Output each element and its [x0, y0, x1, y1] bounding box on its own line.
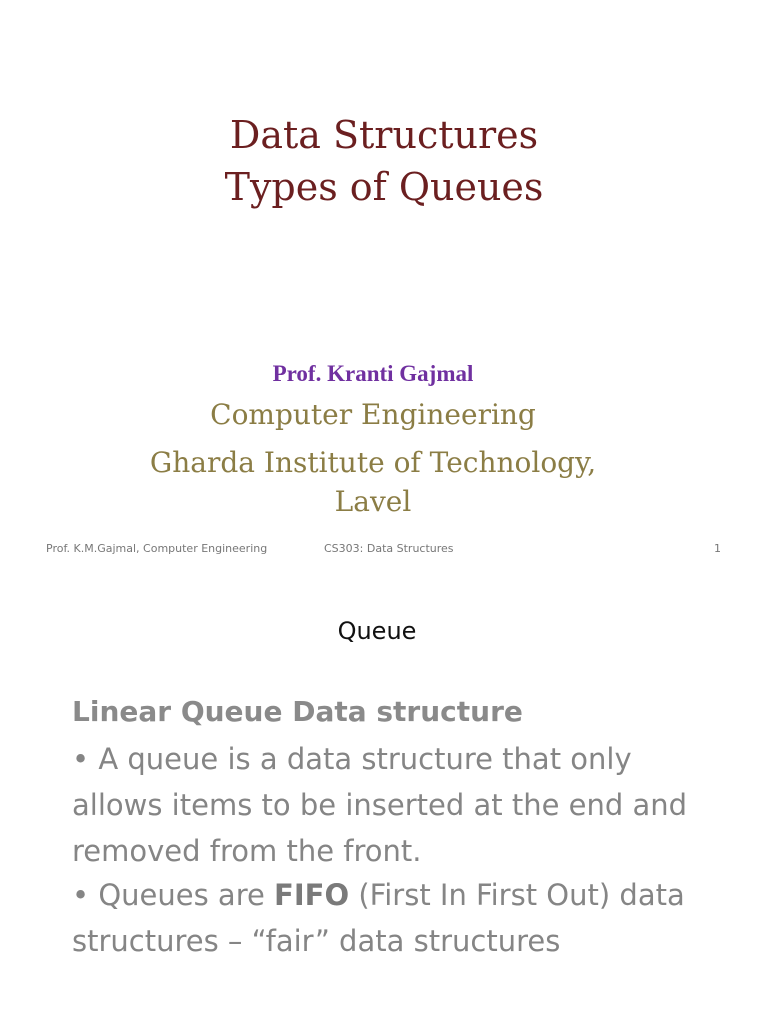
slide-title: Queue	[337, 617, 417, 645]
author-name: Prof. Kranti Gajmal	[272, 361, 474, 386]
institute-line2: Lavel	[334, 485, 412, 518]
bullet-1-line1: • A queue is a data structure that only	[72, 742, 632, 776]
footer-course: CS303: Data Structures	[324, 542, 454, 555]
footer-author: Prof. K.M.Gajmal, Computer Engineering	[46, 542, 268, 555]
bullet-2	[72, 872, 722, 964]
bullet-2-prefix: • Queues are	[72, 878, 275, 912]
bullet-1-line2: allows items to be inserted at the end and	[72, 788, 688, 822]
bullet-2-line2: structures – “fair” data structures	[72, 924, 561, 958]
queue-slide	[0, 576, 768, 1024]
fifo-term: FIFO	[274, 878, 350, 912]
slide-title-line2: Types of Queues	[224, 165, 544, 209]
bullet-1-line3: removed from the front.	[72, 834, 422, 868]
department: Computer Engineering	[210, 398, 536, 431]
section-heading: Linear Queue Data structure	[72, 695, 523, 728]
footer-page-number: 1	[714, 542, 721, 555]
institute-line1: Gharda Institute of Technology,	[149, 446, 597, 479]
bullet-2-suffix: (First In First Out) data	[349, 878, 685, 912]
slide-title-line1: Data Structures	[229, 113, 539, 157]
bullet-1	[72, 736, 722, 874]
